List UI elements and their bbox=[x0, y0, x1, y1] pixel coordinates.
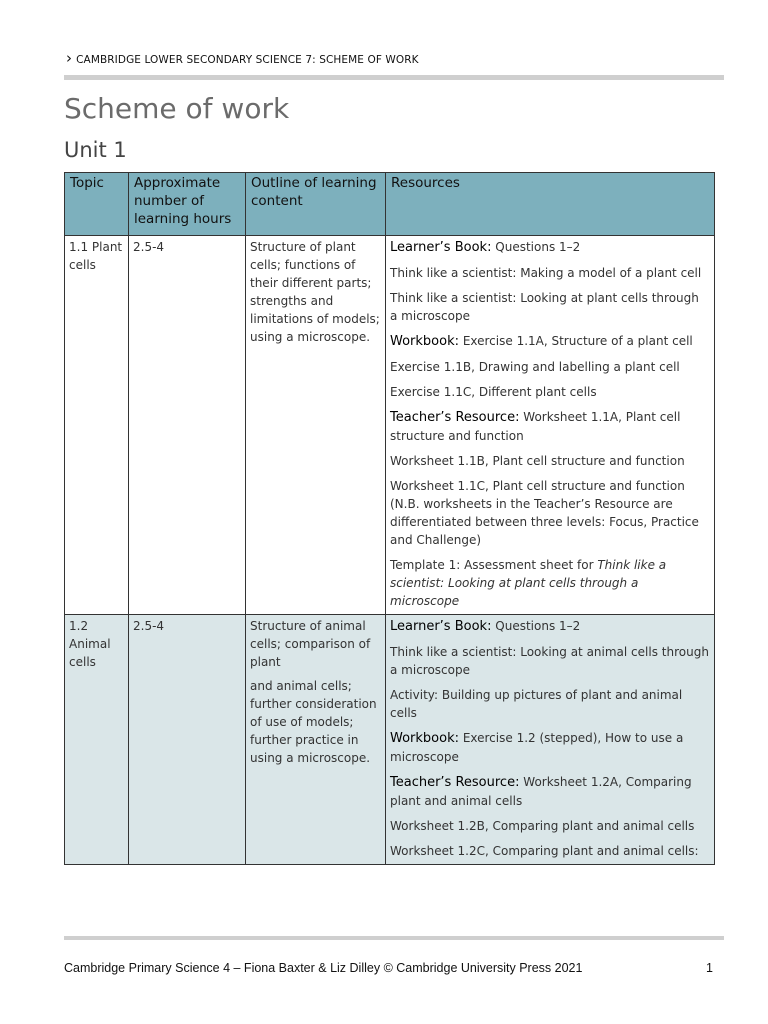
resource-text: Exercise 1.1B, Drawing and labelling a plant cell bbox=[390, 360, 680, 374]
topic-cell: 1.2 Animal cells bbox=[65, 615, 129, 865]
footer-text: Cambridge Primary Science 4 – Fiona Baxter & Liz Dilley © Cambridge University Press 2021 bbox=[64, 961, 583, 975]
hours-cell: 2.5-4 bbox=[129, 615, 246, 865]
running-header bbox=[66, 49, 419, 67]
resource-item bbox=[390, 332, 710, 351]
running-title: CAMBRIDGE LOWER SECONDARY SCIENCE 7: SCHEME OF WORK bbox=[76, 53, 419, 66]
resource-item bbox=[390, 556, 710, 610]
resource-label: Learner’s Book: bbox=[390, 240, 492, 255]
resource-item bbox=[390, 452, 710, 470]
resource-text: Activity: Building up pictures of plant and animal cells bbox=[390, 688, 683, 720]
resource-item bbox=[390, 289, 710, 325]
resource-item bbox=[390, 773, 710, 810]
resource-item bbox=[390, 477, 710, 549]
resource-text: Exercise 1.2 (stepped), How to use a microscope bbox=[390, 731, 684, 764]
header-hours: Approximate number of learning hours bbox=[129, 173, 246, 236]
scheme-table bbox=[64, 172, 715, 865]
resource-italic-text: Think like a scientist: Looking at plant cells through a microscope bbox=[390, 558, 667, 608]
resource-item bbox=[390, 842, 710, 860]
unit-title: Unit 1 bbox=[64, 138, 127, 162]
resource-text: Think like a scientist: Looking at plant cells through a microscope bbox=[390, 291, 699, 323]
resource-item bbox=[390, 729, 710, 766]
resource-text: Worksheet 1.2A, Comparing plant and animal cells bbox=[390, 775, 692, 808]
chevron-right-icon: › bbox=[66, 49, 73, 67]
header-divider bbox=[64, 75, 724, 80]
resource-item bbox=[390, 408, 710, 445]
header-topic: Topic bbox=[65, 173, 129, 236]
resource-text: Think like a scientist: Looking at animal cells through a microscope bbox=[390, 645, 709, 677]
resource-text: Worksheet 1.2B, Comparing plant and animal cells bbox=[390, 819, 695, 833]
resource-text: Worksheet 1.1A, Plant cell structure and function bbox=[390, 410, 681, 443]
outline-cell bbox=[246, 236, 386, 615]
page-number: 1 bbox=[706, 961, 713, 975]
resource-item bbox=[390, 617, 710, 636]
topic-cell: 1.1 Plant cells bbox=[65, 236, 129, 615]
outline-cell bbox=[246, 615, 386, 865]
outline-paragraph: and animal cells; further consideration of use of models; further practice in using a microscope. bbox=[250, 679, 377, 765]
footer-divider bbox=[64, 936, 724, 940]
resource-text: Exercise 1.1A, Structure of a plant cell bbox=[459, 334, 693, 348]
outline-paragraph: Structure of animal cells; comparison of plant bbox=[250, 619, 371, 669]
resource-text: Worksheet 1.2C, Comparing plant and animal cells: bbox=[390, 844, 699, 858]
header-resources: Resources bbox=[386, 173, 715, 236]
resource-label: Workbook: bbox=[390, 334, 459, 349]
resources-cell bbox=[386, 615, 715, 865]
table-header-row bbox=[65, 173, 715, 236]
resource-item bbox=[390, 358, 710, 376]
resource-text: Worksheet 1.1C, Plant cell structure and function (N.B. worksheets in the Teacher’s Resource are differentiated between three levels: Focus, Practice and Challenge) bbox=[390, 479, 699, 547]
resource-item bbox=[390, 817, 710, 835]
resource-item bbox=[390, 264, 710, 282]
resource-label: Workbook: bbox=[390, 731, 459, 746]
hours-cell: 2.5-4 bbox=[129, 236, 246, 615]
resource-text: Questions 1–2 bbox=[491, 240, 581, 254]
resource-label: Learner’s Book: bbox=[390, 619, 492, 634]
resource-item bbox=[390, 643, 710, 679]
page-title: Scheme of work bbox=[64, 92, 290, 125]
resource-label: Teacher’s Resource: bbox=[390, 775, 520, 790]
resource-text: Worksheet 1.1B, Plant cell structure and function bbox=[390, 454, 685, 468]
header-outline: Outline of learning content bbox=[246, 173, 386, 236]
resource-item bbox=[390, 383, 710, 401]
table-row bbox=[65, 615, 715, 865]
resource-text: Questions 1–2 bbox=[491, 619, 581, 633]
outline-paragraph: Structure of plant cells; functions of their different parts; strengths and limitations of models; using a microscope. bbox=[250, 240, 380, 344]
table-row bbox=[65, 236, 715, 615]
resource-text: Template 1: Assessment sheet for bbox=[390, 558, 598, 572]
resource-item bbox=[390, 238, 710, 257]
resource-text: Exercise 1.1C, Different plant cells bbox=[390, 385, 597, 399]
resource-item bbox=[390, 686, 710, 722]
resource-text: Think like a scientist: Making a model of a plant cell bbox=[390, 266, 702, 280]
resources-cell bbox=[386, 236, 715, 615]
resource-label: Teacher’s Resource: bbox=[390, 410, 520, 425]
